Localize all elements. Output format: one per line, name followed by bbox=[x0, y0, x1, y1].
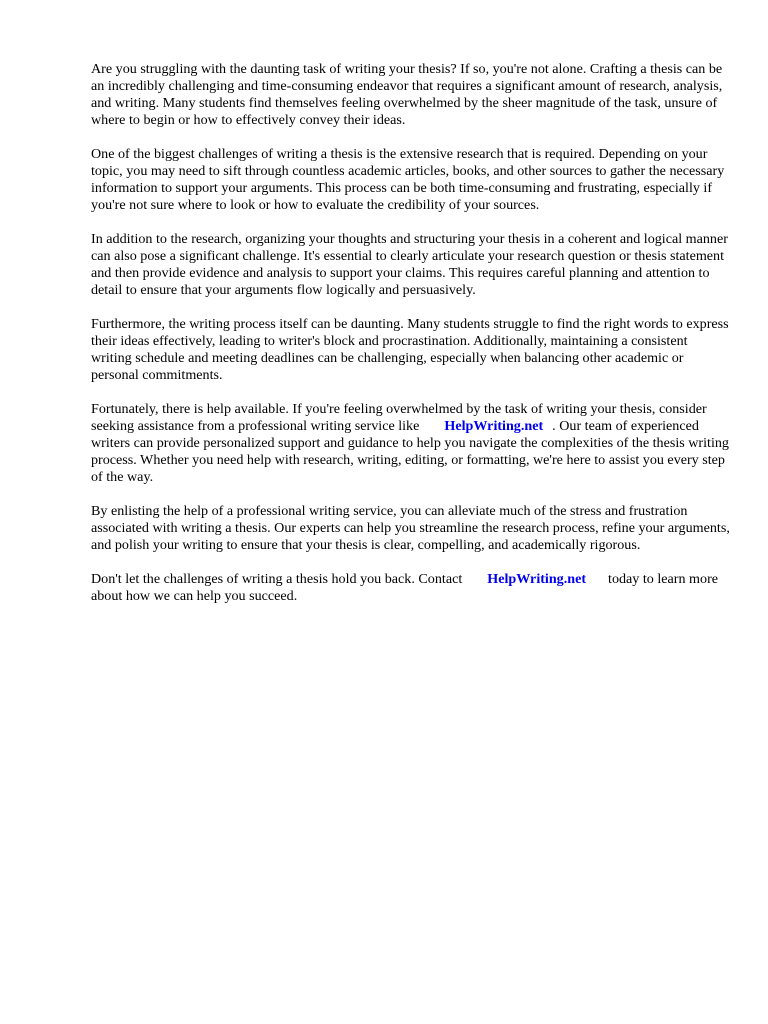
paragraph-intro: Are you struggling with the daunting task of writing your thesis? If so, you're not alone. Crafting a thesis can be an incredibly challenging and time-consuming endeavor that requires a significant amount of research, analysis, and writing. Many students find themselves feeling overwhelmed by the sheer magnitude of the task, unsure of where to begin or how to effectively convey their ideas. bbox=[91, 61, 723, 128]
document-page bbox=[91, 61, 731, 622]
paragraph-organizing: In addition to the research, organizing your thoughts and structuring your thesis in a coherent and logical manner can also pose a significant challenge. It's essential to clearly articulate your research question or thesis statement and then provide evidence and analysis to support your claims. This requires careful planning and attention to detail to ensure that your arguments flow logically and persuasively. bbox=[91, 231, 728, 298]
paragraph-enlisting: By enlisting the help of a professional writing service, you can alleviate much of the stress and frustration associated with writing a thesis. Our experts can help you streamline the research process, refine your arguments, and polish your writing to ensure that your thesis is clear, compelling, and academically rigorous. bbox=[91, 503, 730, 553]
paragraph-contact bbox=[91, 571, 731, 605]
paragraph-help-text-after: . Our team of experienced writers can provide personalized support and guidance to help you navigate the complexities of the thesis writing process. Whether you need help with research, writing, editing, or formatting, we're here to assist you every step of the way. bbox=[91, 418, 729, 485]
helpwriting-link[interactable]: HelpWriting.net bbox=[444, 418, 544, 434]
paragraph-help-available bbox=[91, 401, 731, 486]
helpwriting-contact-link[interactable]: HelpWriting.net bbox=[487, 571, 587, 587]
paragraph-contact-text-before: Don't let the challenges of writing a thesis hold you back. Contact bbox=[91, 571, 463, 587]
paragraph-research: One of the biggest challenges of writing a thesis is the extensive research that is required. Depending on your topic, you may need to sift through countless academic articles, books, and other sources to gather the necessary information to support your arguments. This process can be both time-consuming and frustrating, especially if you're not sure where to look or how to evaluate the credibility of your sources. bbox=[91, 146, 725, 213]
paragraph-writing-process: Furthermore, the writing process itself can be daunting. Many students struggle to find the right words to express their ideas effectively, leading to writer's block and procrastination. Additionally, maintaining a consistent writing schedule and meeting deadlines can be challenging, especially when balancing other academic or personal commitments. bbox=[91, 316, 729, 383]
paragraph-contact-text-after: today to learn more about how we can help you succeed. bbox=[91, 571, 719, 604]
paragraph-help-text-before: Fortunately, there is help available. If you're feeling overwhelmed by the task of writing your thesis, consider seeking assistance from a professional writing service like bbox=[91, 401, 707, 434]
